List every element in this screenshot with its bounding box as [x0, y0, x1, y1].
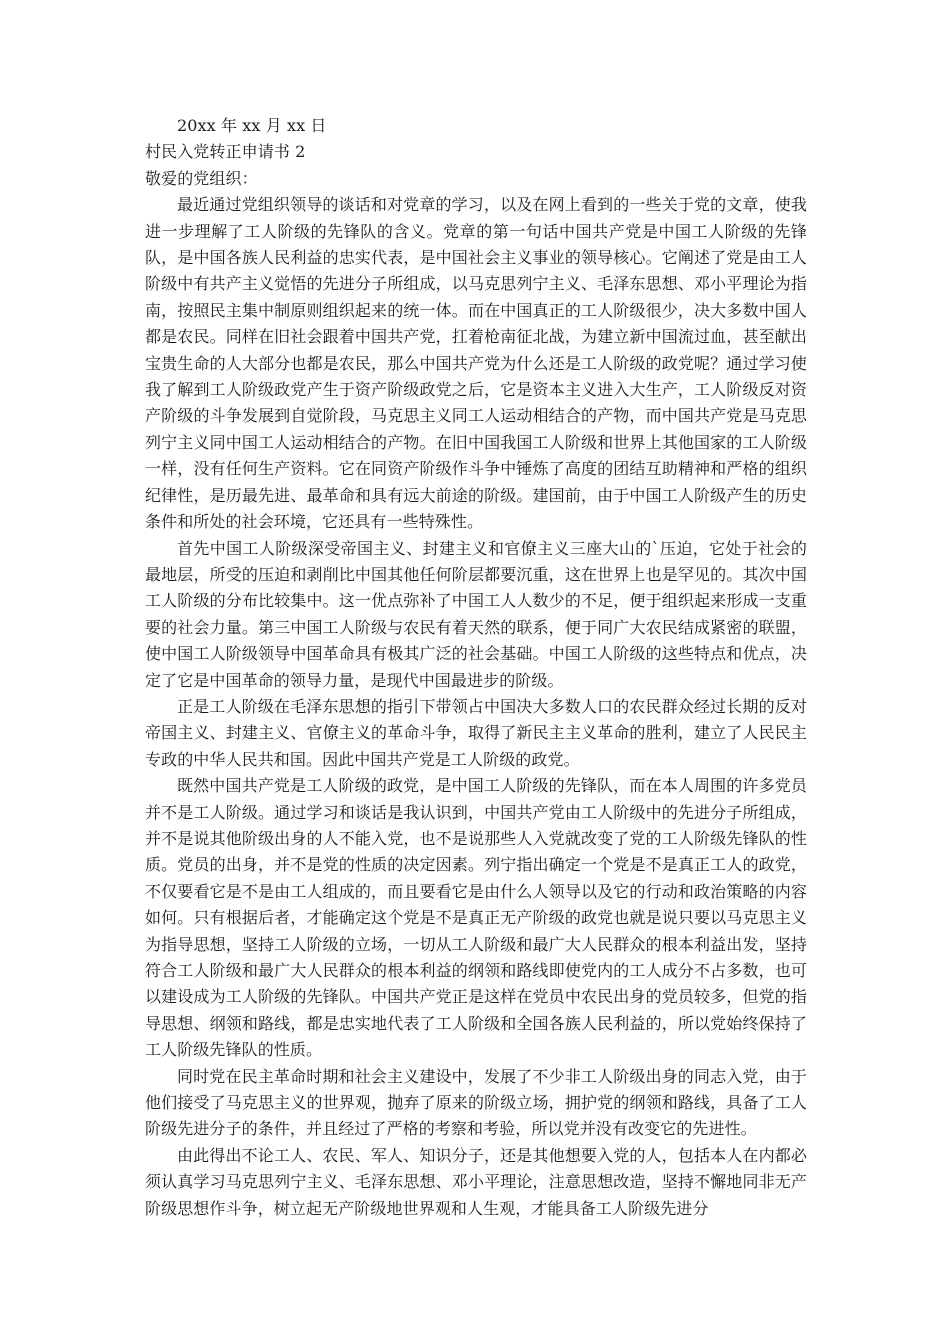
paragraph-3: 正是工人阶级在毛泽东思想的指引下带领占中国决大多数人口的农民群众经过长期的反对帝国主义、封建主义、官僚主义的革命斗争，取得了新民主主义革命的胜利，建立了人民民主专政的中华人民共和国。因此中国共产党是工人阶级的政党。 — [145, 696, 807, 769]
paragraph-4: 既然中国共产党是工人阶级的政党，是中国工人阶级的先锋队，而在本人周围的许多党员并不是工人阶级。通过学习和谈话是我认识到，中国共产党由工人阶级中的先进分子所组成，并不是说其他阶级出身的人不能入党，也不是说那些人入党就改变了党的工人阶级先锋队的性质。党员的出身，并不是党的性质的决定因素。列宁指出确定一个党是不是真正工人的政党，不仅要看它是不是由工人组成的，而且要看它是由什么人领导以及它的行动和政治策略的内容如何。只有根据后者，才能确定这个党是不是真正无产阶级的政党也就是说只要以马克思主义为指导思想，坚持工人阶级的立场，一切从工人阶级和最广大人民群众的根本利益出发，坚持符合工人阶级和最广大人民群众的根本利益的纲领和路线即使党内的工人成分不占多数，也可以建设成为工人阶级的先锋队。中国共产党正是这样在党员中农民出身的党员较多，但党的指导思想、纲领和路线，都是忠实地代表了工人阶级和全国各族人民利益的，所以党始终保持了工人阶级先锋队的性质。 — [145, 776, 807, 1060]
paragraph-5: 同时党在民主革命时期和社会主义建设中，发展了不少非工人阶级出身的同志入党，由于他们接受了马克思主义的世界观，抛弃了原来的阶级立场，拥护党的纲领和路线，具备了工人阶级先进分子的条件，并且经过了严格的考察和考验，所以党并没有改变它的先进性。 — [145, 1066, 807, 1139]
greeting: 敬爱的党组织： — [145, 168, 258, 188]
document-date: 20xx 年 xx 月 xx 日 — [177, 116, 327, 135]
paragraph-6: 由此得出不论工人、农民、军人、知识分子，还是其他想要入党的人，包括本人在内都必须认真学习马克思列宁主义、毛泽东思想、邓小平理论，注意思想改造，坚持不懈地同非无产阶级思想作斗争，树立起无产阶级地世界观和人生观，才能具备工人阶级先进分 — [145, 1145, 807, 1218]
document-title: 村民入党转正申请书 2 — [145, 142, 306, 162]
paragraph-2: 首先中国工人阶级深受帝国主义、封建主义和官僚主义三座大山的`压迫，它处于社会的最地层，所受的压迫和剥削比中国其他任何阶层都要沉重，这在世界上也是罕见的。其次中国工人阶级的分布比较集中。这一优点弥补了中国工人人数少的不足，便于组织起来形成一支重要的社会力量。第三中国工人阶级与农民有着天然的联系，便于同广大农民结成紧密的联盟，使中国工人阶级领导中国革命具有极其广泛的社会基础。中国工人阶级的这些特点和优点，决定了它是中国革命的领导力量，是现代中国最进步的阶级。 — [145, 538, 807, 690]
paragraph-1: 最近通过党组织领导的谈话和对党章的学习，以及在网上看到的一些关于党的文章，使我进一步理解了工人阶级的先锋队的含义。党章的第一句话中国共产党是中国工人阶级的先锋队，是中国各族人民利益的忠实代表，是中国社会主义事业的领导核心。它阐述了党是由工人阶级中有共产主义觉悟的先进分子所组成，以马克思列宁主义、毛泽东思想、邓小平理论为指南，按照民主集中制原则组织起来的统一体。而在中国真正的工人阶级很少，决大多数中国人都是农民。同样在旧社会跟着中国共产党，扛着枪南征北战，为建立新中国流过血，甚至献出宝贵生命的人大部分也都是农民，那么中国共产党为什么还是工人阶级的政党呢？通过学习使我了解到工人阶级政党产生于资产阶级政党之后，它是资本主义进入大生产，工人阶级反对资产阶级的斗争发展到自觉阶段，马克思主义同工人运动相结合的产物，而中国共产党是马克思列宁主义同中国工人运动相结合的产物。在旧中国我国工人阶级和世界上其他国家的工人阶级一样，没有任何生产资料。它在同资产阶级作斗争中锤炼了高度的团结互助精神和严格的组织纪律性，是历最先进、最革命和具有远大前途的阶级。建国前，由于中国工人阶级产生的历史条件和所处的社会环境，它还具有一些特殊性。 — [145, 195, 807, 532]
document-body — [145, 113, 807, 1222]
